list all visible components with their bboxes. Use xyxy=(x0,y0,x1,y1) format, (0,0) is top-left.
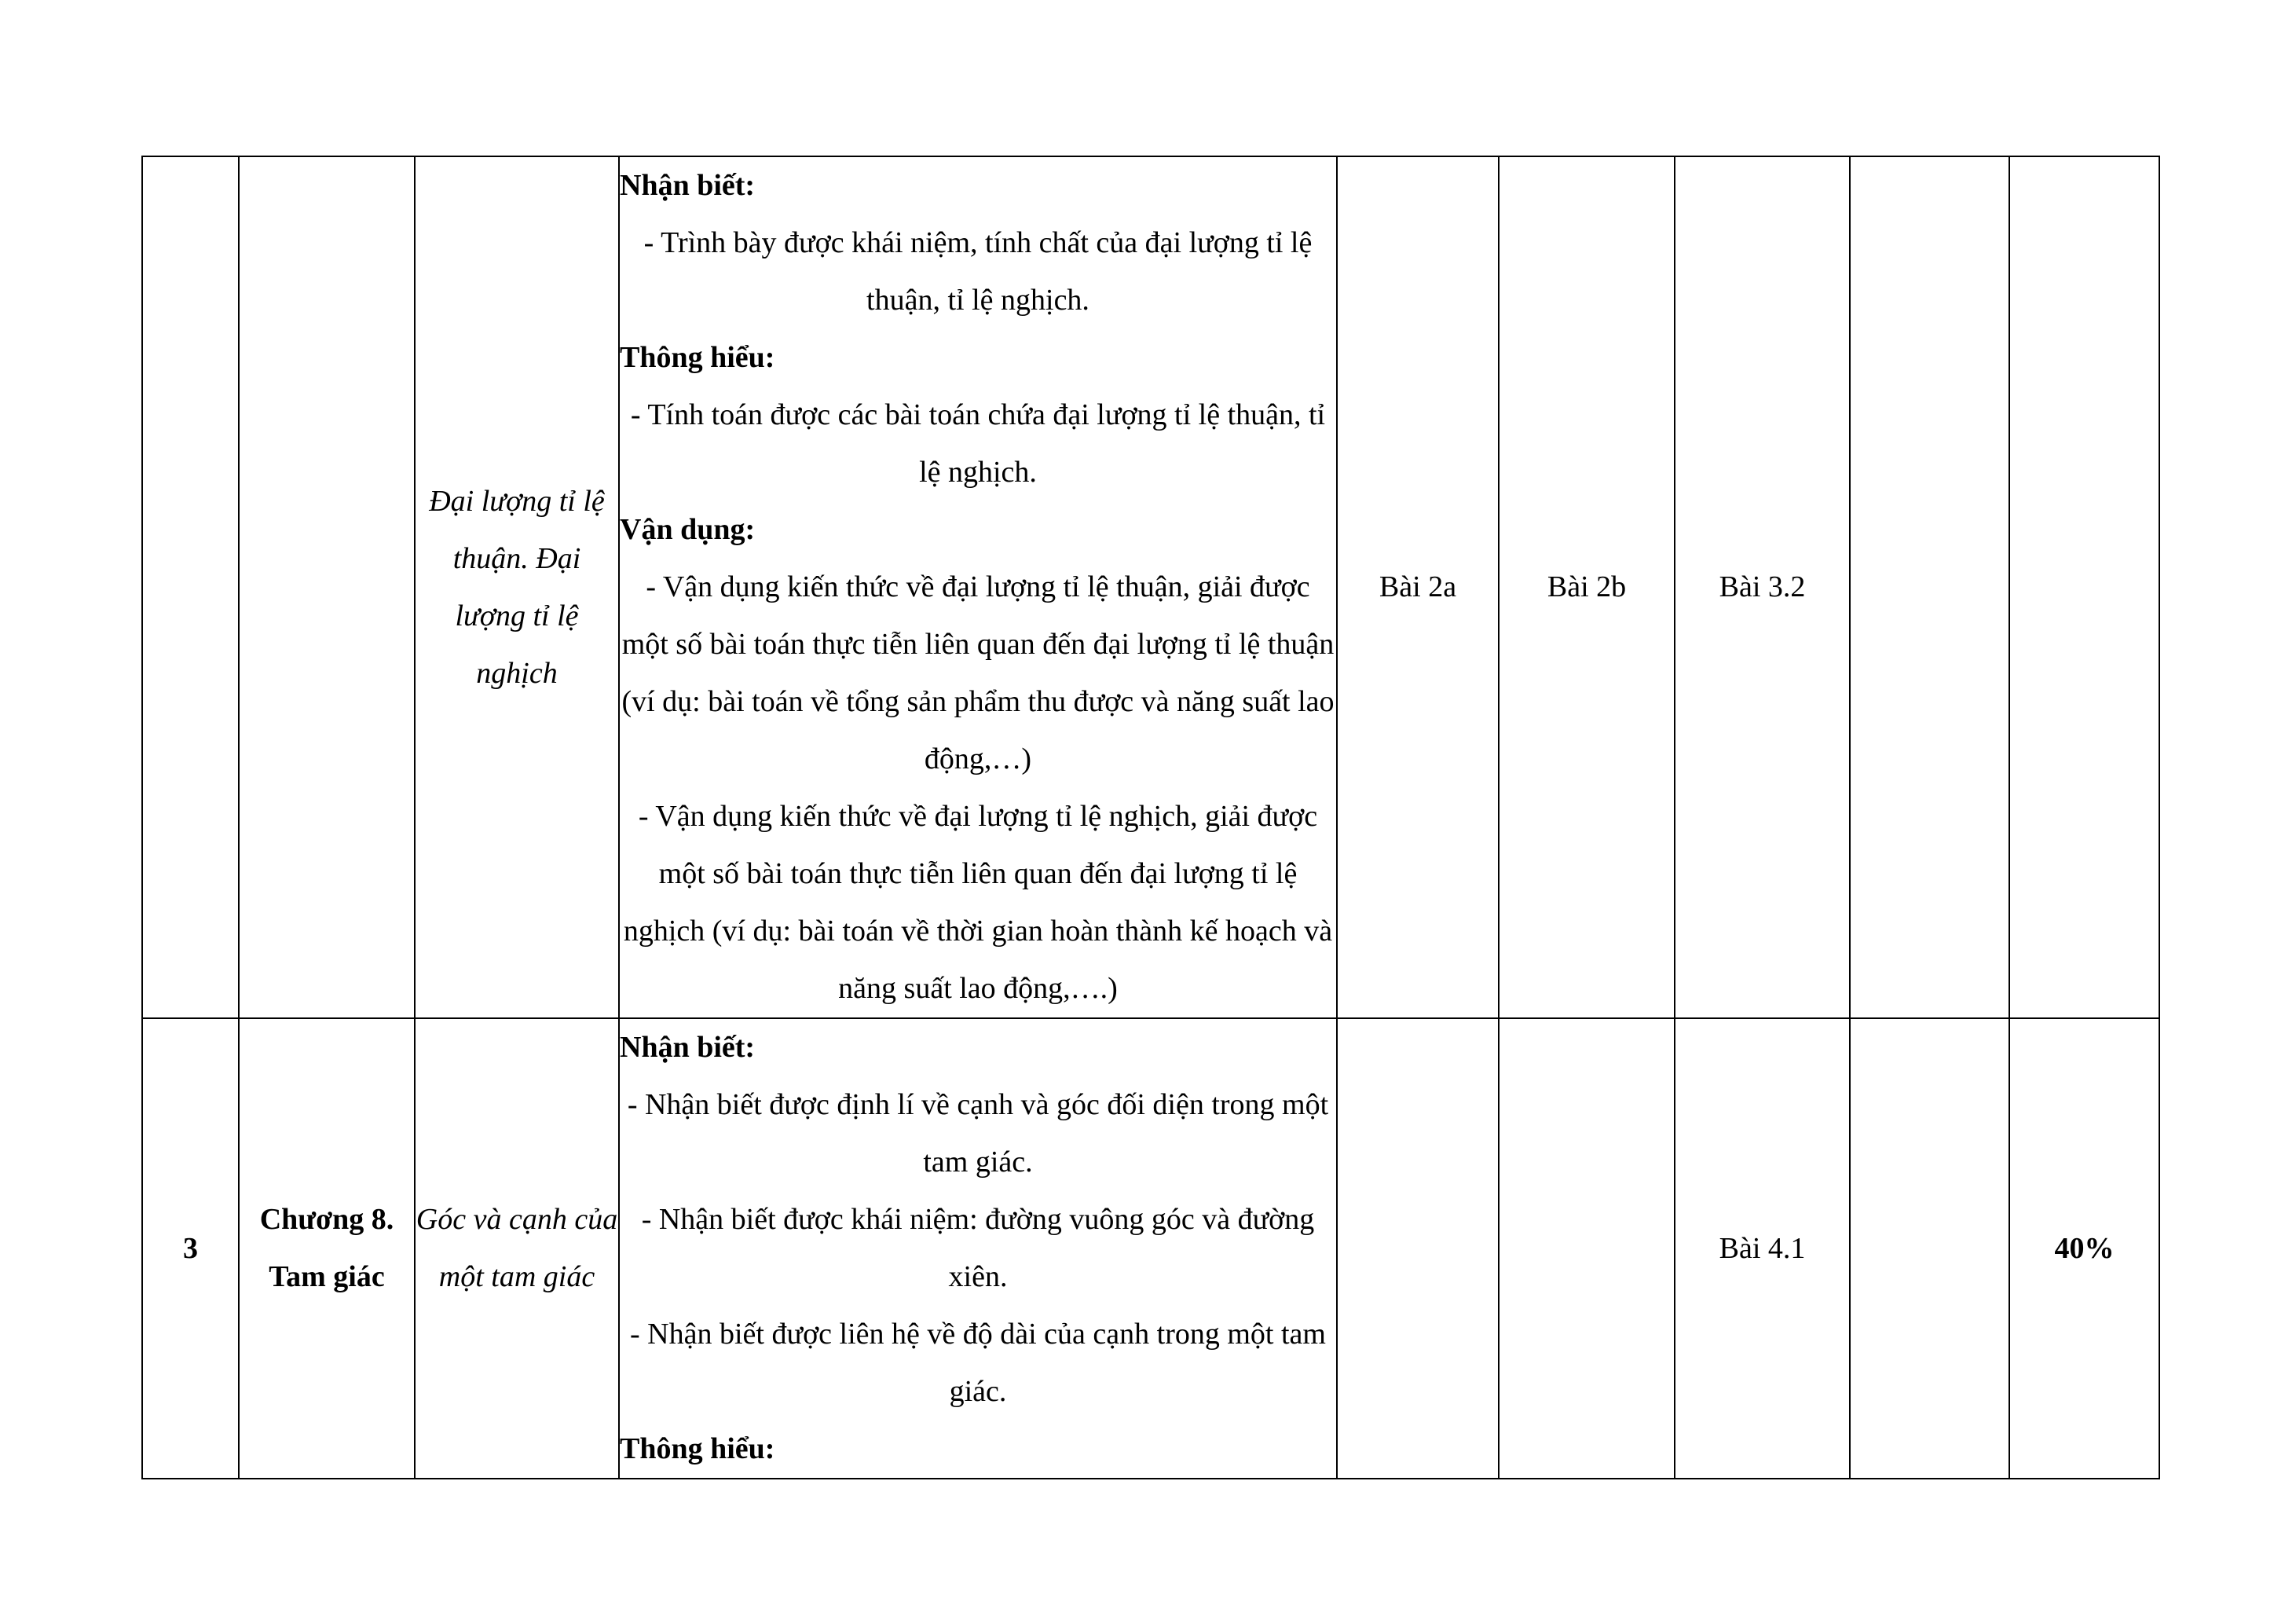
level-heading: Thông hiểu: xyxy=(620,1432,775,1465)
requirement-cell xyxy=(619,156,1337,1018)
requirement-text: - Nhận biết được khái niệm: đường vuông góc và đường xiên. xyxy=(641,1203,1315,1293)
comprehension-question-cell xyxy=(1499,1018,1675,1479)
assessment-matrix-table xyxy=(141,156,2160,1479)
topic-cell: Góc và cạnh của một tam giác xyxy=(415,1018,619,1479)
requirement-cell xyxy=(619,1018,1337,1479)
chapter-cell: Chương 8. Tam giác xyxy=(239,1018,415,1479)
stt-cell xyxy=(142,156,239,1018)
high-application-question-cell xyxy=(1850,156,2009,1018)
table-row xyxy=(142,1018,2159,1479)
high-application-question-cell xyxy=(1850,1018,2009,1479)
percent-cell xyxy=(2009,156,2159,1018)
chapter-cell xyxy=(239,156,415,1018)
requirement-text: - Vận dụng kiến thức về đại lượng tỉ lệ nghịch, giải được một số bài toán thực tiễn liên quan đến đại lượng tỉ lệ nghịch (ví dụ: bài toán về thời gian hoàn thành kế hoạch và năng suất lao động,….) xyxy=(623,800,1333,1005)
requirement-text: - Vận dụng kiến thức về đại lượng tỉ lệ thuận, giải được một số bài toán thực tiễn liên quan đến đại lượng tỉ lệ thuận (ví dụ: bài toán về tổng sản phẩm thu được và năng suất lao động,…) xyxy=(621,570,1335,775)
level-heading: Vận dụng: xyxy=(620,513,756,546)
stt-cell: 3 xyxy=(142,1018,239,1479)
level-heading: Thông hiểu: xyxy=(620,341,775,374)
table-row xyxy=(142,156,2159,1018)
application-question-cell: Bài 4.1 xyxy=(1675,1018,1850,1479)
recognition-question-cell xyxy=(1337,1018,1499,1479)
requirement-text: - Nhận biết được liên hệ về độ dài của cạnh trong một tam giác. xyxy=(630,1318,1326,1408)
recognition-question-cell: Bài 2a xyxy=(1337,156,1499,1018)
application-question-cell: Bài 3.2 xyxy=(1675,156,1850,1018)
requirement-text: - Tính toán được các bài toán chứa đại lượng tỉ lệ thuận, tỉ lệ nghịch. xyxy=(630,398,1326,489)
level-heading: Nhận biết: xyxy=(620,169,756,202)
level-heading: Nhận biết: xyxy=(620,1031,756,1064)
requirement-text: - Nhận biết được định lí về cạnh và góc đối diện trong một tam giác. xyxy=(627,1088,1329,1179)
topic-cell: Đại lượng tỉ lệ thuận. Đại lượng tỉ lệ nghịch xyxy=(415,156,619,1018)
requirement-text: - Trình bày được khái niệm, tính chất của đại lượng tỉ lệ thuận, tỉ lệ nghịch. xyxy=(643,226,1313,317)
percent-cell: 40% xyxy=(2009,1018,2159,1479)
comprehension-question-cell: Bài 2b xyxy=(1499,156,1675,1018)
